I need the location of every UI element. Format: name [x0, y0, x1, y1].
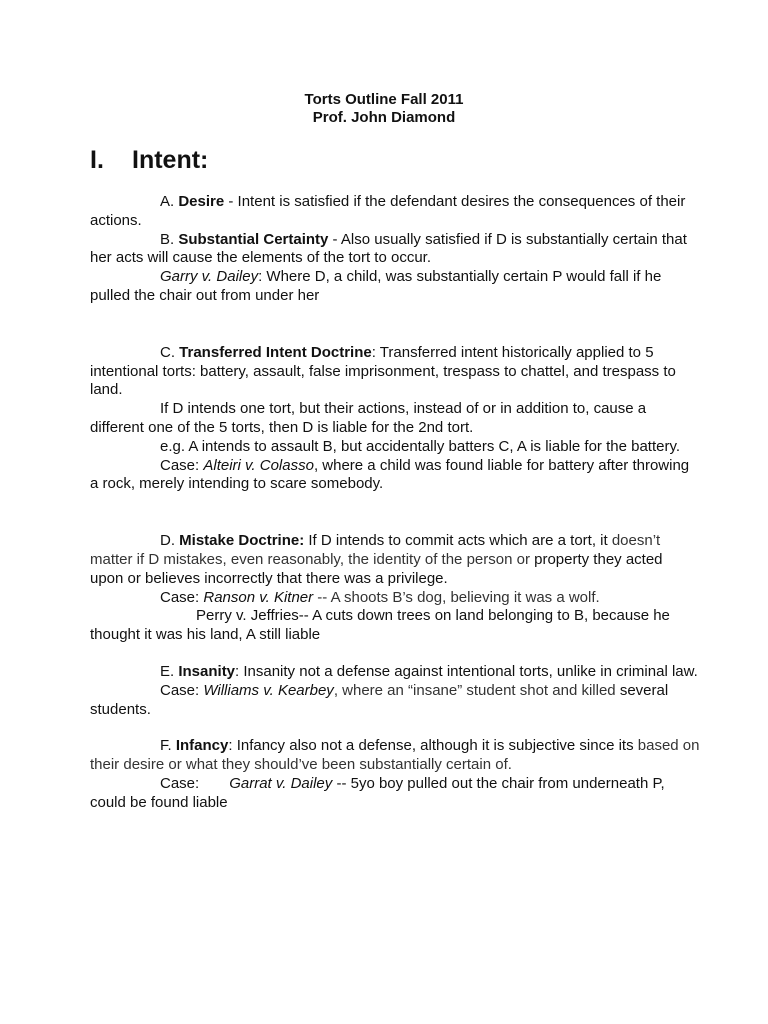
desire-text: - Intent is satisfied if the defendant desires the consequences of their actions. — [90, 193, 686, 229]
paragraph-williams-case — [90, 682, 700, 720]
paragraph-garrat-case — [90, 775, 700, 813]
case-text: : Where D, a child, was substantially certain P would fall if he pulled the chair out from under her — [90, 268, 662, 304]
paragraph-transferred-intent — [90, 344, 700, 400]
spacer — [90, 494, 700, 532]
case-name: Garrat v. Dailey — [229, 774, 333, 792]
term-mistake-doctrine: Mistake Doctrine: — [179, 532, 305, 550]
section-number: I. — [90, 146, 104, 174]
paragraph-desire — [90, 193, 700, 231]
section-title: Intent: — [132, 146, 209, 174]
paragraph-ranson-case — [90, 589, 700, 608]
item-letter: B. — [160, 230, 179, 248]
case-name: Garry v. Dailey — [160, 268, 259, 286]
document-header — [0, 91, 768, 127]
paragraph-perry-case: Perry v. Jeffries-- A cuts down trees on land belonging to B, because he thought it was his land, A still liable — [90, 607, 670, 644]
case-text: -- A shoots B’s dog, believing it was a wolf. — [313, 588, 600, 606]
item-letter: A. — [160, 193, 179, 210]
case-text: several students. — [90, 681, 669, 718]
paragraph-alteiri-case — [90, 457, 700, 495]
spacer — [90, 645, 700, 663]
mistake-text-3: property they acted upon or believes incorrectly that there was a privilege. — [90, 550, 663, 587]
term-substantial-certainty: Substantial Certainty — [178, 230, 329, 248]
term-insanity: Insanity — [178, 662, 236, 680]
case-prefix: Case: — [160, 681, 204, 699]
item-letter: D. — [160, 532, 180, 550]
mistake-text-2: doesn’t matter if D mistakes, even reasonably, the identity of the person or — [90, 532, 661, 568]
substantial-text: - Also usually satisfied if D is substantially certain that her acts will cause the elements of the tort to occur. — [90, 230, 687, 267]
paragraph-garry-case — [90, 268, 700, 306]
document-body — [90, 193, 700, 813]
term-transferred-intent: Transferred Intent Doctrine — [179, 343, 372, 361]
case-name: Alteiri v. Colasso — [203, 456, 314, 474]
infancy-text-1: : Infancy also not a defense, although it is subjective since its — [228, 737, 634, 755]
item-letter: F. — [160, 737, 176, 755]
case-name: Williams v. Kearbey — [203, 681, 334, 699]
case-prefix: Case: — [160, 588, 204, 606]
spacer — [90, 719, 700, 737]
header-title: Torts Outline Fall 2011 — [304, 91, 464, 108]
term-desire: Desire — [178, 193, 225, 210]
case-text: , where a child was found liable for battery after throwing a rock, merely intending to scare somebody. — [90, 456, 690, 493]
item-letter: C. — [160, 343, 180, 361]
case-prefix: Case: — [160, 774, 200, 792]
case-prefix: Case: — [160, 456, 204, 474]
paragraph-mistake-doctrine — [90, 532, 700, 588]
paragraph-transferred-2: If D intends one tort, but their actions, instead of or in addition to, cause a different one of the 5 torts, then D is liable for the 2nd tort. — [90, 400, 647, 436]
paragraph-insanity — [90, 663, 700, 682]
term-infancy: Infancy — [175, 737, 229, 755]
case-text: -- 5yo boy pulled out the chair from underneath P, could be found liable — [90, 774, 665, 811]
infancy-text-2: based on their desire or what they should’ve been substantially certain of. — [90, 737, 700, 774]
header-professor: Prof. John Diamond — [312, 109, 456, 126]
case-text-soft: , where an “insane” student shot and killed — [333, 681, 616, 699]
paragraph-transferred-example: e.g. A intends to assault B, but accidentally batters C, A is liable for the battery. — [160, 437, 681, 455]
paragraph-infancy — [90, 737, 700, 775]
item-letter: E. — [160, 662, 179, 680]
section-heading — [90, 143, 208, 177]
mistake-text-1: If D intends to commit acts which are a tort, it — [304, 532, 608, 550]
case-name: Ranson v. Kitner — [203, 588, 314, 606]
spacer — [90, 306, 700, 344]
paragraph-substantial-certainty — [90, 231, 700, 269]
insanity-text: : Insanity not a defense against intentional torts, unlike in criminal law. — [235, 662, 698, 680]
transferred-text: : Transferred intent historically applied to 5 intentional torts: battery, assault, false imprisonment, trespass to chattel, and trespass to land. — [90, 343, 676, 399]
